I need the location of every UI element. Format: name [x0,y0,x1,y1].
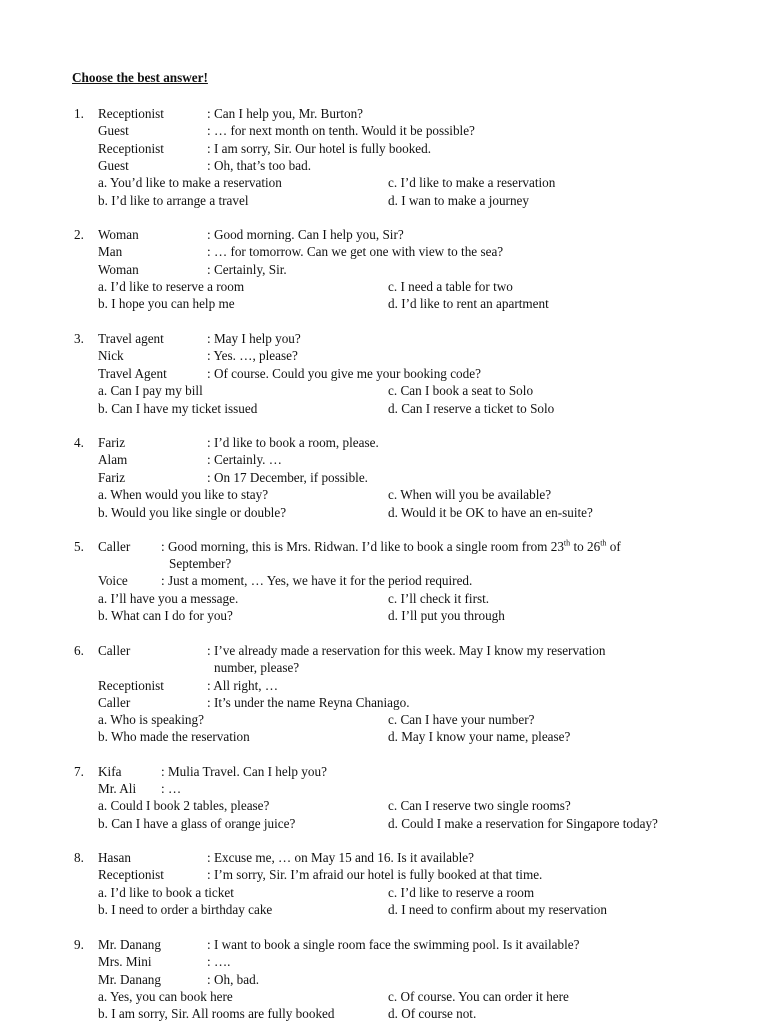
speaker: Caller [98,539,131,554]
speaker: Receptionist [98,141,164,156]
option-b: b. I need to order a birthday cake [98,902,273,917]
question-number: 4. [74,435,84,450]
question-number: 6. [74,643,84,658]
option-c: c. When will you be available? [388,487,552,502]
speaker: Travel Agent [98,366,167,381]
speaker: Receptionist [98,106,164,121]
question-number: 3. [74,331,84,346]
option-b: b. I am sorry, Sir. All rooms are fully booked [98,1006,335,1021]
utterance: : On 17 December, if possible. [207,470,368,485]
speaker: Nick [98,348,124,363]
speaker: Woman [98,227,139,242]
option-d: d. I wan to make a journey [388,193,529,208]
option-c: c. I’d like to reserve a room [388,885,535,900]
utterance: : Mulia Travel. Can I help you? [161,764,327,779]
utterance-part: to 26 [570,539,601,554]
speaker: Guest [98,158,129,173]
question-number: 8. [74,850,84,865]
utterance: : Yes. …, please? [207,348,298,363]
speaker: Man [98,244,123,259]
speaker: Mrs. Mini [98,954,152,969]
utterance: : All right, … [207,678,279,693]
option-a: a. Yes, you can book here [98,989,233,1004]
speaker: Guest [98,123,129,138]
option-a: a. I’d like to book a ticket [98,885,234,900]
speaker: Fariz [98,470,126,485]
utterance: : Oh, bad. [207,972,260,987]
utterance: : Certainly. … [207,452,282,467]
option-a: a. I’d like to reserve a room [98,279,245,294]
utterance: : Excuse me, … on May 15 and 16. Is it available? [207,850,474,865]
utterance: : May I help you? [207,331,301,346]
option-b: b. What can I do for you? [98,608,233,623]
speaker: Travel agent [98,331,164,346]
speaker: Receptionist [98,678,164,693]
speaker: Woman [98,262,139,277]
option-b: b. Can I have a glass of orange juice? [98,816,296,831]
utterance: : I want to book a single room face the swimming pool. Is it available? [207,937,580,952]
ordinal-suffix: th [563,538,571,548]
option-b: b. I’d like to arrange a travel [98,193,249,208]
option-d: d. I’d like to rent an apartment [388,296,549,311]
speaker: Caller [98,695,131,710]
option-a: a. Who is speaking? [98,712,204,727]
option-c: c. I need a table for two [388,279,513,294]
utterance: : It’s under the name Reyna Chaniago. [207,695,410,710]
option-d: d. Can I reserve a ticket to Solo [388,401,555,416]
option-a: a. You’d like to make a reservation [98,175,282,190]
option-a: a. When would you like to stay? [98,487,269,502]
question-number: 5. [74,539,84,554]
option-c: c. Can I book a seat to Solo [388,383,534,398]
utterance: : I’d like to book a room, please. [207,435,379,450]
utterance: : … for next month on tenth. Would it be possible? [207,123,475,138]
utterance: number, please? [214,660,300,675]
question-number: 7. [74,764,84,779]
utterance [161,538,621,555]
option-a: a. Can I pay my bill [98,383,203,398]
option-c: c. Of course. You can order it here [388,989,569,1004]
option-d: d. I need to confirm about my reservation [388,902,607,917]
utterance-part: of [606,539,621,554]
speaker: Mr. Danang [98,937,161,952]
utterance: : Good morning. Can I help you, Sir? [207,227,404,242]
option-d: d. Of course not. [388,1006,477,1021]
utterance: : Certainly, Sir. [207,262,287,277]
option-a: a. Could I book 2 tables, please? [98,798,270,813]
question-number: 9. [74,937,84,952]
option-d: d. Would it be OK to have an en-suite? [388,505,593,520]
ordinal-suffix: th [600,538,607,548]
utterance: : … [161,781,182,796]
speaker: Mr. Danang [98,972,161,987]
utterance: : I’ve already made a reservation for this week. May I know my reservation [207,643,606,658]
speaker: Mr. Ali [98,781,137,796]
worksheet-title: Choose the best answer! [72,70,208,85]
utterance: : …. [207,954,231,969]
utterance: : Oh, that’s too bad. [207,158,312,173]
utterance: September? [169,556,232,571]
option-b: b. Who made the reservation [98,729,250,744]
utterance: : I am sorry, Sir. Our hotel is fully booked. [207,141,432,156]
speaker: Kifa [98,764,122,779]
utterance: : Can I help you, Mr. Burton? [207,106,364,121]
option-d: d. Could I make a reservation for Singapore today? [388,816,658,831]
option-b: b. I hope you can help me [98,296,235,311]
option-a: a. I’ll have you a message. [98,591,239,606]
option-d: d. I’ll put you through [388,608,505,623]
speaker: Hasan [98,850,131,865]
option-c: c. Can I reserve two single rooms? [388,798,571,813]
option-c: c. Can I have your number? [388,712,535,727]
option-b: b. Can I have my ticket issued [98,401,258,416]
speaker: Caller [98,643,131,658]
question-number: 2. [74,227,84,242]
speaker: Fariz [98,435,126,450]
speaker: Receptionist [98,867,164,882]
question-number: 1. [74,106,84,121]
option-c: c. I’d like to make a reservation [388,175,556,190]
utterance: : I’m sorry, Sir. I’m afraid our hotel is fully booked at that time. [207,867,543,882]
utterance: : Of course. Could you give me your booking code? [207,366,481,381]
utterance: : … for tomorrow. Can we get one with view to the sea? [207,244,504,259]
speaker: Alam [98,452,128,467]
utterance-part: : Good morning, this is Mrs. Ridwan. I’d like to book a single room from 23 [161,539,564,554]
utterance: : Just a moment, … Yes, we have it for the period required. [161,573,473,588]
speaker: Voice [98,573,128,588]
option-c: c. I’ll check it first. [388,591,490,606]
option-d: d. May I know your name, please? [388,729,571,744]
option-b: b. Would you like single or double? [98,505,287,520]
